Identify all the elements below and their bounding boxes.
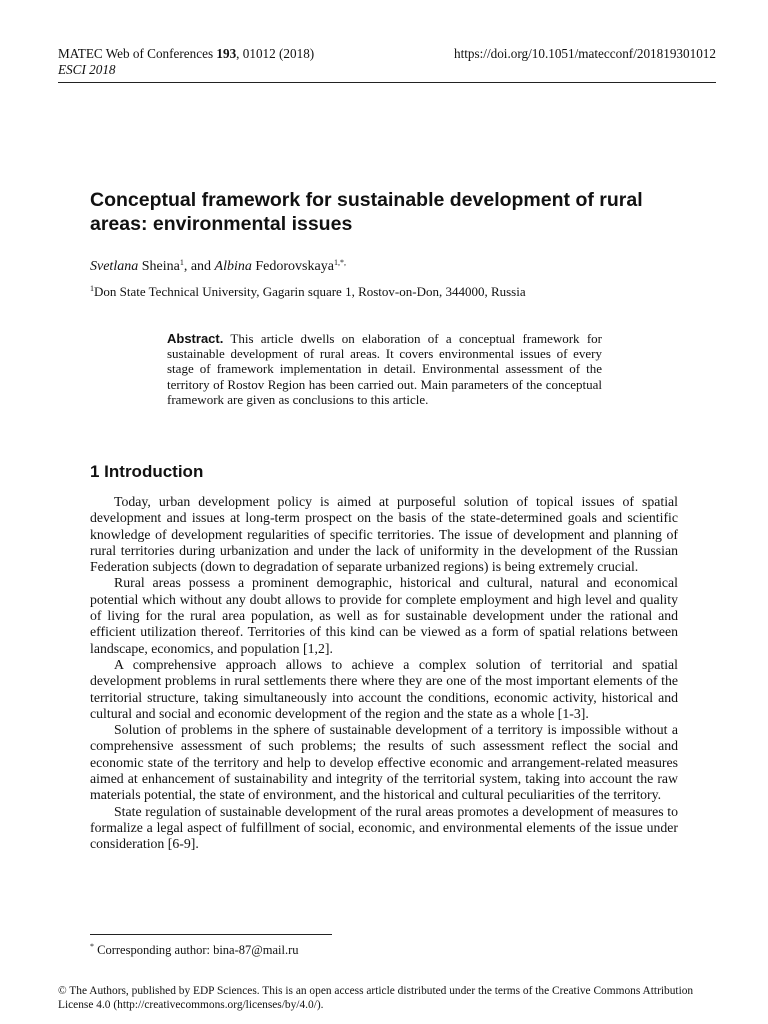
journal-citation: MATEC Web of Conferences 193, 01012 (2018) <box>58 46 315 61</box>
conference-name: ESCI 2018 <box>58 62 116 77</box>
abstract-text: This article dwells on elaboration of a conceptual framework for sustainable development of rural areas. It covers environmental issues of every stage of framework implementation in detail. Environmental assessment of the territory of Rostov Region has been carried out. Main parameters of the conceptual framework are given as conclusions to this article. <box>167 331 602 407</box>
paragraph: A comprehensive approach allows to achieve a complex solution of territorial and spatial development problems in rural settlements there where they are one of the most important elements of the territorial structure, taking simultaneously into account the conditions, economic activity, historical and cultural and social and economic development of the region and the state as a whole [1-3]. <box>90 656 678 721</box>
paper-title: Conceptual framework for sustainable development of rural areas: environmental issues <box>90 189 643 235</box>
footnote-rule <box>90 934 332 935</box>
volume-number: 193 <box>216 46 237 61</box>
footnote: * Corresponding author: bina-87@mail.ru <box>90 942 299 957</box>
paragraph: State regulation of sustainable development of the rural areas promotes a development of measures to formalize a legal aspect of fulfillment of social, economic, and environmental elements of the issue under consideration [6-9]. <box>90 803 678 852</box>
affiliation: $^1$Don State Technical University, Gagarin square 1, Rostov-on-Don, 344000, Russia <box>90 284 526 299</box>
section-heading: 1 Introduction <box>90 462 204 481</box>
abstract-label: Abstract. <box>167 331 224 346</box>
paragraph: Today, urban development policy is aimed at purposeful solution of topical issues of spatial development and issues at long-term prospect on the basis of the state-determined goals and scientific knowledge of development regularities of specific territories. The issue of development and planning of rural territories during urbanization and under the lack of uniformity in the development of the Russian Federation subjects (down to degradation of separate urbanized regions) is being extremely crucial. <box>90 494 678 575</box>
paragraph: Rural areas possess a prominent demographic, historical and cultural, natural and economical potential which without any doubt allows to provide for complete employment and high level and quality of living for the rural area population, as well as for sustainable development under the rational and efficient utilization thereof. Territories of this kind can be viewed as a form of spatial relations between landscape, economics, and population [1,2]. <box>90 575 678 656</box>
header-rule <box>58 82 716 83</box>
abstract <box>167 331 602 407</box>
body-text <box>90 494 678 853</box>
author-list: Svetlana Sheina$^1$, and Albina Fedorovskaya$^{1,*,}$ <box>90 258 346 274</box>
license-notice: © The Authors, published by EDP Sciences. This is an open access article distributed under the terms of the Creative Commons Attribution License 4.0 (http://creativecommons.org/licenses/by/4.0/). <box>58 985 694 1011</box>
paragraph: Solution of problems in the sphere of sustainable development of a territory is impossible without a comprehensive assessment of such problems; the results of such assessment reflect the social and economic state of the territory and help to develop effective economic and arrangement-related measures aimed at enhancement of sustainability and integrity of the territorial system, taking into account the raw materials potential, the state of environment, and the historical and cultural peculiarities of the territory. <box>90 722 678 803</box>
doi-link[interactable]: https://doi.org/10.1051/matecconf/201819301012 <box>453 46 716 61</box>
